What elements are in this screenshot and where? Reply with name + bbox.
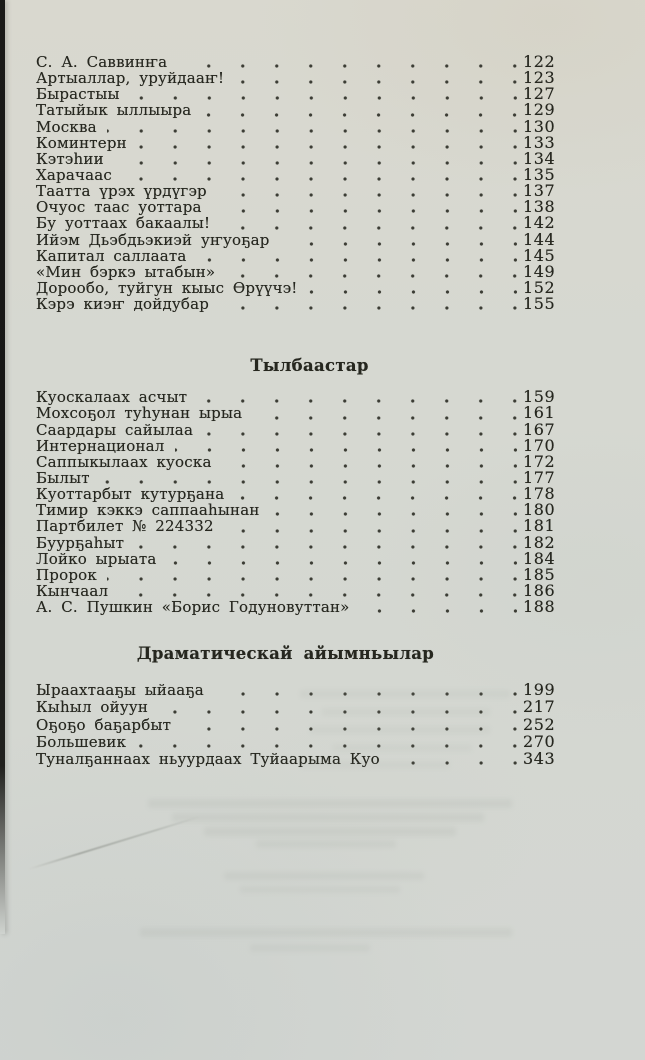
toc-entry [36,750,555,767]
toc-entry [36,564,556,584]
toc-entry [36,199,555,215]
entry-page-number: 181 [523,516,556,536]
entry-page-number: 186 [523,580,556,600]
toc-entry [36,54,555,70]
entry-title: Кынчаал [36,581,109,600]
dot-leader [203,432,517,436]
dot-leader [175,448,517,452]
entry-title: Кыһыл ойуун [36,698,149,717]
entry-page-number: 217 [523,697,556,717]
entry-title: Очуос таас уоттара [36,198,202,217]
entry-page-number: 142 [523,213,556,233]
entry-title: Саардары сайылаа [36,420,194,439]
entry-title: Артыаллар, уруйдааҥ! [36,69,225,88]
bleed-through-mark [224,872,424,880]
toc-entry [36,164,556,184]
toc-sections [36,54,555,767]
dot-leader [214,692,517,696]
entry-title: Бырастыы [36,85,120,104]
entry-title: Бу уоттаах бакаалы! [36,214,211,233]
toc-entry [36,716,555,733]
dot-leader [234,496,517,500]
entry-page-number: 145 [523,245,556,265]
dot-leader [219,306,517,310]
entry-title: Татыйык ыллыыра [36,101,192,120]
entry-title: Тимир кэккэ саппааһынан [36,501,260,520]
dot-leader [158,710,517,714]
toc-entry [36,229,556,249]
entry-page-number: 123 [523,68,556,88]
entry-page-number: 161 [523,403,556,423]
entry-page-number: 270 [523,731,556,751]
dot-leader [225,274,517,278]
entry-page-number: 167 [523,419,556,439]
entry-page-number: 199 [523,680,556,700]
entry-page-number: 155 [523,294,556,314]
entry-title: Коминтерн [36,133,127,152]
paper-crease [28,816,201,870]
toc-entry [36,261,556,281]
entry-title: Лойко ырыата [36,549,157,568]
scan-edge-shadow [0,0,5,934]
dot-leader [220,226,517,230]
toc-entry [36,296,555,312]
dot-leader [107,577,517,581]
bleed-through-mark [204,827,456,836]
dot-leader [197,399,517,403]
entry-title: Москва [36,117,97,136]
entry-page-number: 252 [523,714,556,734]
dot-leader [308,290,517,294]
entry-page-number: 127 [523,84,556,104]
entry-page-number: 178 [523,484,556,504]
entry-page-number: 138 [523,197,556,217]
bleed-through-mark [256,840,396,848]
entry-page-number: 188 [523,597,556,617]
toc-entry [36,116,556,136]
entry-title: Кэрэ киэҥ дойдубар [36,295,210,314]
entry-page-number: 144 [523,229,556,249]
entry-title: Пророк [36,565,97,584]
toc-section [36,54,555,312]
toc-entry [36,132,556,152]
dot-leader [234,80,517,84]
bleed-through-mark [250,944,370,952]
entry-page-number: 184 [523,548,556,568]
entry-page-number: 149 [523,261,556,281]
dot-leader [167,561,517,565]
bleed-through-mark [172,813,484,822]
entry-page-number: 135 [523,164,556,184]
toc-entry [36,435,556,455]
dot-leader [270,512,517,516]
entry-title: С. А. Саввинҥа [36,53,168,71]
entry-title: Ыраахтааҕы ыйааҕа [36,681,204,700]
entry-page-number: 185 [523,564,556,584]
entry-title: Оҕоҕо баҕарбыт [36,715,172,734]
entry-title: Капитал саллаата [36,246,187,265]
entry-title: Дорообо, туйгун кыыс Өрүүчэ! [36,278,298,297]
dot-leader [360,609,517,613]
dot-leader [107,129,517,133]
toc-entry [36,580,556,600]
toc-entry [36,733,555,750]
toc-entry [36,389,555,405]
entry-title: Буурҕаһыт [36,533,125,552]
entry-page-number: 133 [523,132,556,152]
entry-page-number: 180 [523,500,556,520]
entry-page-number: 343 [523,748,556,768]
entry-page-number: 177 [523,467,556,487]
toc-entry [36,467,556,487]
toc-entry [36,419,556,439]
section-heading: Тылбаастар [250,356,369,376]
entry-page-number: 152 [523,277,556,297]
dot-leader [137,145,517,149]
entry-page-number: 172 [523,451,556,471]
toc-entry [36,502,555,518]
entry-title: Таатта үрэх үрдүгэр [36,182,207,201]
toc-entry [36,148,556,168]
entry-page-number: 137 [523,181,556,201]
bleed-through-mark [140,928,512,937]
toc-entry [36,599,555,615]
dot-leader [212,209,517,213]
entry-title: Интернационал [36,436,165,455]
toc-entry [36,102,555,118]
entry-page-number: 159 [523,387,556,407]
dot-leader [280,242,517,246]
toc-section [36,356,555,615]
toc-entry [36,486,555,502]
entry-page-number: 122 [523,52,556,71]
toc-section [36,644,555,767]
dot-leader [134,545,517,549]
bleed-through-mark [148,799,512,808]
dot-leader [122,177,517,181]
toc-entry [36,86,555,102]
toc-entry [36,183,555,199]
entry-title: Куоскалаах асчыт [36,388,188,407]
entry-title: Саппыкылаах куоска [36,452,212,471]
dot-leader [130,96,517,100]
entry-title: Партбилет № 224332 [36,517,214,536]
dot-leader [217,193,517,197]
toc-entry [36,451,556,471]
dot-leader [201,113,517,117]
dot-leader [114,161,517,165]
entry-page-number: 129 [523,100,556,120]
dot-leader [224,529,517,533]
entry-title: Харачаас [36,165,112,184]
toc-entry [36,681,555,698]
dot-leader [177,64,517,68]
toc-entry [36,698,555,715]
entry-title: Туналҕаннаах ньуурдаах Туйаарыма Куо [36,749,380,768]
toc-entry [36,70,555,86]
dot-leader [252,416,517,420]
entry-title: Ийэм Дьэбдьэкиэй уҥуоҕар [36,230,270,249]
entry-title: Былыт [36,468,90,487]
dot-leader [100,480,517,484]
section-heading: Драматическай айымньылар [136,644,435,664]
dot-leader [197,258,517,262]
toc-entry [36,518,555,534]
dot-leader [181,727,517,731]
dot-leader [118,593,517,597]
dot-leader [222,464,517,468]
entry-title: «Мин бэркэ ытабын» [36,262,216,281]
toc-entry [36,245,556,265]
dot-leader [136,744,517,748]
entry-title: Мохсоҕол туһунан ырыа [36,404,243,423]
bleed-through-mark [240,886,400,893]
toc-entry [36,532,556,552]
entry-page-number: 170 [523,435,556,455]
dot-leader [390,761,517,765]
toc-entry [36,215,555,231]
entry-title: Кэтэһии [36,149,104,168]
toc-entry [36,548,556,568]
entry-title: Куоттарбыт кутурҕана [36,485,225,504]
toc-entry [36,405,555,421]
entry-title: Большевик [36,732,127,751]
entry-page-number: 130 [523,116,556,136]
entry-page-number: 182 [523,532,556,552]
entry-page-number: 134 [523,148,556,168]
entry-title: А. С. Пушкин «Борис Годуновуттан» [36,598,350,617]
toc-entry [36,277,556,297]
